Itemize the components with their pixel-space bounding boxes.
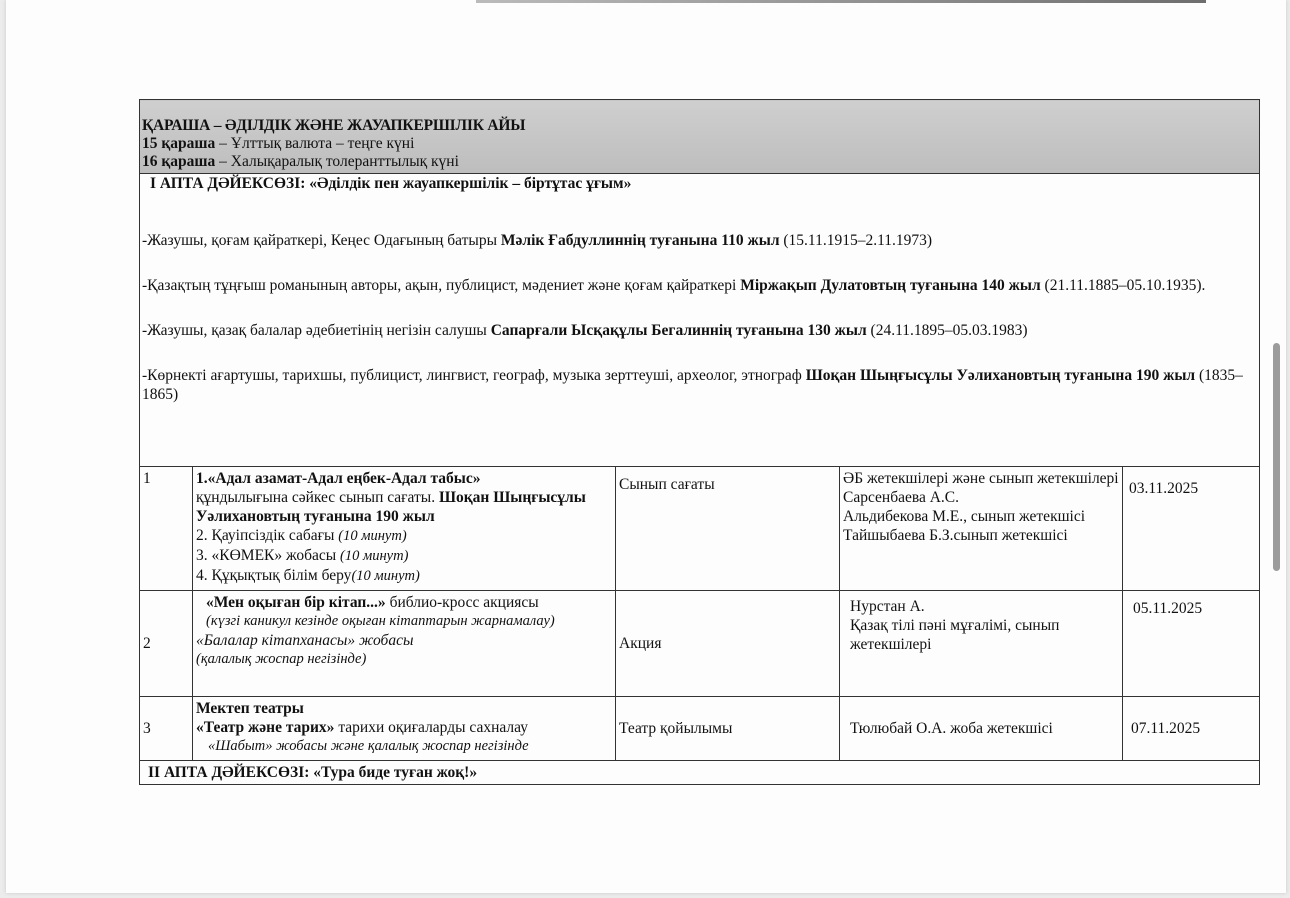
month-header	[140, 100, 1260, 174]
week2-title: II АПТА ДӘЙЕКСӨЗІ: «Тура биде туған жоқ!»	[140, 761, 1260, 785]
holiday-line-1: 15 қараша – Ұлттық валюта – теңге күні	[142, 135, 415, 152]
scrollbar-thumb[interactable]	[1273, 343, 1280, 571]
event-responsible: Нурстан А. Қазақ тілі пәні мұғалімі, сынып жетекшілері	[840, 591, 1123, 697]
event-form: Акция	[616, 591, 840, 697]
event-content: «Мен оқыған бір кітап...» библио-кросс акциясы (күзгі каникул кезінде оқыған кітаптарын жарнамалау) «Балалар кітапханасы» жобасы (қалалық жоспар негізінде)	[193, 591, 616, 697]
month-header-row	[140, 100, 1260, 174]
page-top-edge	[476, 0, 1206, 3]
table-row	[140, 697, 1260, 761]
week1-row	[140, 174, 1260, 467]
table-row	[140, 467, 1260, 591]
event-content: Мектеп театры «Театр және тарих» тарихи оқиғаларды сахналау «Шабыт» жобасы және қалалық жоспар негізінде	[193, 697, 616, 761]
plan-table	[139, 99, 1260, 785]
anniversary-1: -Жазушы, қоғам қайраткері, Кеңес Одағының батыры Мәлік Ғабдуллиннің туғанына 110 жыл (15.11.1915–2.11.1973)	[142, 232, 933, 249]
anniversary-2: -Қазақтың тұңғыш романының авторы, ақын, публицист, мәдениет және қоғам қайраткері Міржақып Дулатовтың туғанына 140 жыл (21.11.1885–05.10.1935).	[142, 277, 1206, 294]
week2-row	[140, 761, 1260, 785]
event-date: 05.11.2025	[1123, 591, 1260, 697]
event-responsible: Тюлюбай О.А. жоба жетекшісі	[840, 697, 1123, 761]
table-row	[140, 591, 1260, 697]
row-number: 2	[140, 591, 193, 697]
plan-document	[139, 99, 1259, 785]
event-date: 03.11.2025	[1123, 467, 1260, 591]
event-form: Сынып сағаты	[616, 467, 840, 591]
week1-title: I АПТА ДӘЙЕКСӨЗІ: «Әділдік пен жауапкершілік – біртұтас ұғым»	[150, 175, 632, 192]
anniversary-3: -Жазушы, қазақ балалар әдебиетінің негізін салушы Сапарғали Ысқақұлы Бегалиннің туғанына 130 жыл (24.11.1895–05.03.1983)	[142, 322, 1028, 339]
row-number: 1	[140, 467, 193, 591]
event-form: Театр қойылымы	[616, 697, 840, 761]
document-page	[6, 0, 1286, 893]
holiday-line-2: 16 қараша – Халықаралық толеранттылық күні	[142, 153, 459, 170]
week1-cell	[140, 174, 1260, 467]
month-title: ҚАРАША – ӘДІЛДІК ЖӘНЕ ЖАУАПКЕРШІЛІК АЙЫ	[142, 117, 526, 134]
anniversary-4: -Көрнекті ағартушы, тарихшы, публицист, лингвист, географ, музыка зерттеуші, археолог, этнограф Шоқан Шыңғысұлы Уәлихановтың туғанына 190 жыл (1835–1865)	[142, 367, 1243, 403]
event-responsible: ӘБ жетекшілері және сынып жетекшілері Сарсенбаева А.С. Альдибекова М.Е., сынып жетекшісі Тайшыбаева Б.З.сынып жетекшісі	[840, 467, 1123, 591]
row-number: 3	[140, 697, 193, 761]
event-date: 07.11.2025	[1123, 697, 1260, 761]
event-content: 1.«Адал азамат-Адал еңбек-Адал табыс» құндылығына сәйкес сынып сағаты. Шоқан Шыңғысұлы Уәлихановтың туғанына 190 жыл 2. Қауіпсіздік сабағы (10 минут) 3. «КӨМЕК» жобасы (10 минут) 4. Құқықтық білім беру(10 минут)	[193, 467, 616, 591]
